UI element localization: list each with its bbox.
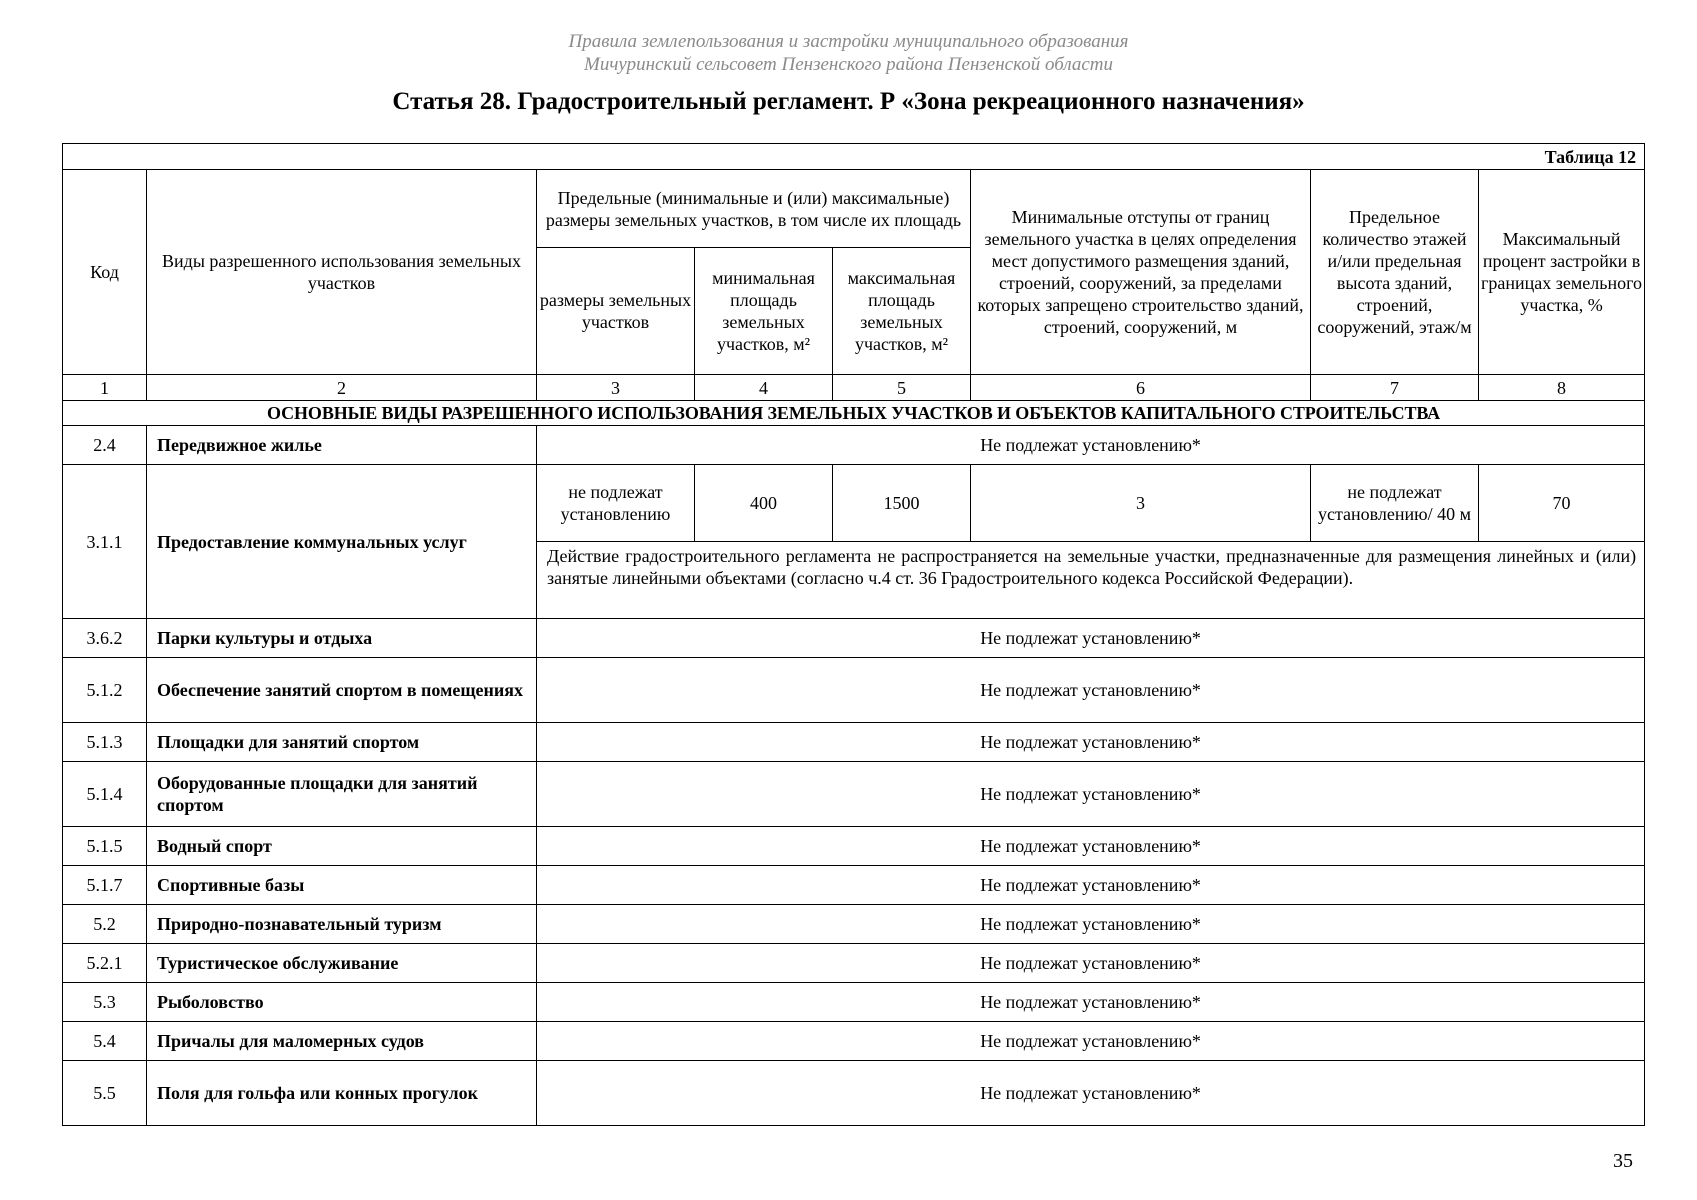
running-header-line-2: Мичуринский сельсовет Пензенского района Пензенской области [584,54,1113,75]
header-setbacks: Минимальные отступы от границ земельного участка в целях определения мест допустимого размещения зданий, строений, сооружений, за пределами которых запрещено строительство зданий, строений, сооружений, м [971,170,1311,375]
row-min-area: 400 [695,465,833,542]
row-code: 2.4 [63,426,147,465]
page-number: 35 [1613,1150,1633,1172]
row-max-area: 1500 [833,465,971,542]
row-floors: не подлежат установлению/ 40 м [1311,465,1479,542]
running-header-line-1: Правила землепользования и застройки муниципального образования [568,31,1129,52]
table-label-row [63,144,1645,170]
row-code: 3.6.2 [63,619,147,658]
row-code: 5.1.4 [63,762,147,827]
table-row [63,426,1645,465]
row-name: Природно-познавательный туризм [147,905,537,944]
table-row [63,723,1645,762]
row-code: 5.1.5 [63,827,147,866]
column-number: 6 [971,375,1311,401]
article-title: Статья 28. Градостроительный регламент. Р «Зона рекреационного назначения» [392,88,1305,115]
regulation-table [62,143,1645,1126]
table-row [63,905,1645,944]
column-number: 5 [833,375,971,401]
row-name: Обеспечение занятий спортом в помещениях [147,658,537,723]
row-value: Не подлежат установлению* [537,905,1645,944]
table-row [63,983,1645,1022]
row-name: Передвижное жилье [147,426,537,465]
header-code: Код [63,170,147,375]
row-name: Рыболовство [147,983,537,1022]
row-value: Не подлежат установлению* [537,827,1645,866]
column-number: 4 [695,375,833,401]
row-code: 5.2.1 [63,944,147,983]
column-number: 1 [63,375,147,401]
row-value: Не подлежат установлению* [537,723,1645,762]
row-sizes: не подлежат установлению [537,465,695,542]
row-value: Не подлежат установлению* [537,866,1645,905]
row-code: 3.1.1 [63,465,147,619]
row-name: Поля для гольфа или конных прогулок [147,1061,537,1126]
row-value: Не подлежат установлению* [537,619,1645,658]
row-name: Предоставление коммунальных услуг [147,465,537,619]
table-row [63,866,1645,905]
column-number: 8 [1479,375,1645,401]
row-code: 5.3 [63,983,147,1022]
row-value: Не подлежат установлению* [537,1061,1645,1126]
column-number: 2 [147,375,537,401]
header-sizes: размеры земельных участков [537,248,695,375]
row-name: Водный спорт [147,827,537,866]
row-code: 5.1.7 [63,866,147,905]
section-title: ОСНОВНЫЕ ВИДЫ РАЗРЕШЕННОГО ИСПОЛЬЗОВАНИЯ ЗЕМЕЛЬНЫХ УЧАСТКОВ И ОБЪЕКТОВ КАПИТАЛЬНОГО СТРОИТЕЛЬСТВА [63,401,1645,426]
row-code: 5.4 [63,1022,147,1061]
column-number: 3 [537,375,695,401]
header-limits-group: Предельные (минимальные и (или) максимальные) размеры земельных участков, в том числе их площадь [537,170,971,248]
section-row [63,401,1645,426]
row-setback: 3 [971,465,1311,542]
row-name: Площадки для занятий спортом [147,723,537,762]
table-row [63,762,1645,827]
row-code: 5.1.3 [63,723,147,762]
row-name: Спортивные базы [147,866,537,905]
table-row [63,619,1645,658]
row-value: Не подлежат установлению* [537,983,1645,1022]
document-header [0,30,1697,116]
row-code: 5.5 [63,1061,147,1126]
row-name: Парки культуры и отдыха [147,619,537,658]
header-min-area: минимальная площадь земельных участков, м² [695,248,833,375]
table-label: Таблица 12 [63,144,1645,170]
row-code: 5.2 [63,905,147,944]
row-name: Туристическое обслуживание [147,944,537,983]
row-code: 5.1.2 [63,658,147,723]
row-value: Не подлежат установлению* [537,1022,1645,1061]
table-row [63,658,1645,723]
header-row [63,170,1645,248]
row-value: Не подлежат установлению* [537,658,1645,723]
header-coverage: Максимальный процент застройки в границах земельного участка, % [1479,170,1645,375]
column-number-row [63,375,1645,401]
column-number: 7 [1311,375,1479,401]
row-name: Оборудованные площадки для занятий спортом [147,762,537,827]
row-value: Не подлежат установлению* [537,762,1645,827]
header-max-area: максимальная площадь земельных участков, м² [833,248,971,375]
row-name: Причалы для маломерных судов [147,1022,537,1061]
table-row [63,944,1645,983]
table-row [63,1061,1645,1126]
row-value: Не подлежат установлению* [537,944,1645,983]
table-row [63,465,1645,542]
row-value: Не подлежат установлению* [537,426,1645,465]
row-note: Действие градостроительного регламента не распространяется на земельные участки, предназначенные для размещения линейных и (или) занятые линейными объектами (согласно ч.4 ст. 36 Градостроительного кодекса Российской Федерации). [537,542,1645,619]
header-floors: Предельное количество этажей и/или предельная высота зданий, строений, сооружений, этаж/м [1311,170,1479,375]
row-coverage: 70 [1479,465,1645,542]
table-row [63,1022,1645,1061]
header-kinds: Виды разрешенного использования земельных участков [147,170,537,375]
table-row [63,827,1645,866]
